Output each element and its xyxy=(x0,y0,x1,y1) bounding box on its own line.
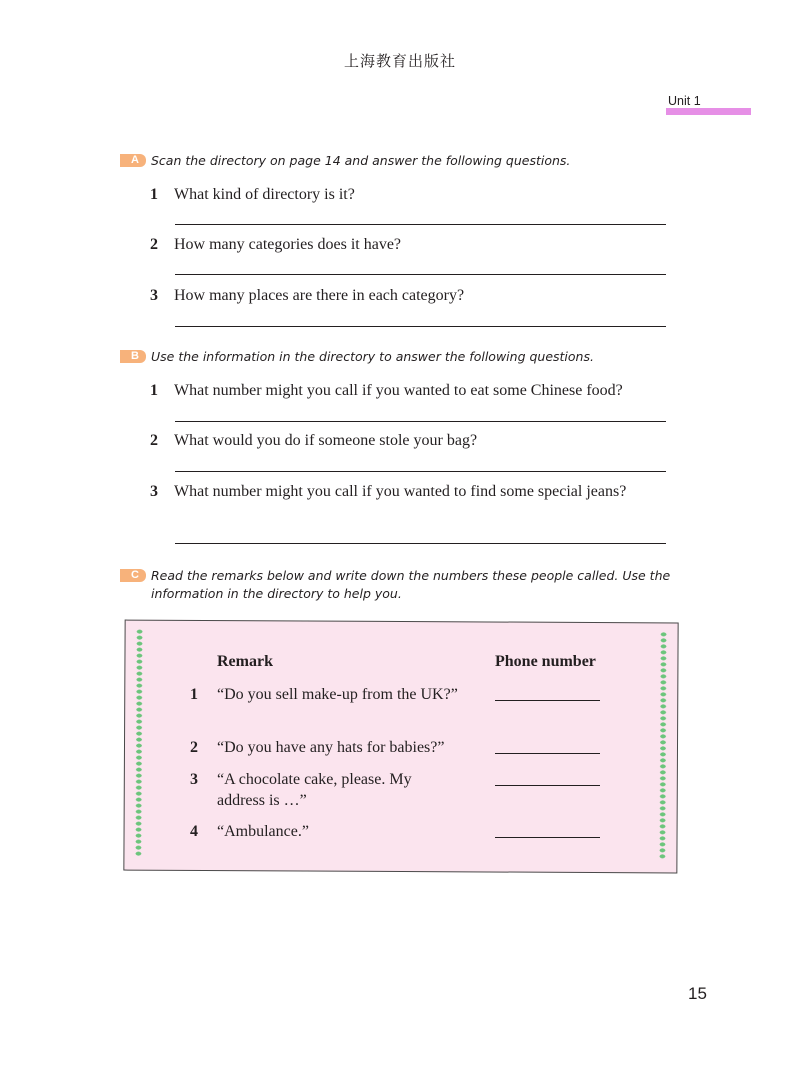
question-text: What kind of directory is it? xyxy=(174,186,355,203)
section-a-badge: A xyxy=(120,154,146,167)
unit-tab xyxy=(666,94,751,116)
row-remark: “A chocolate cake, please. My address is …” xyxy=(217,771,412,809)
row-remark: “Do you sell make-up from the UK?” xyxy=(217,686,458,703)
question-number: 3 xyxy=(150,483,158,500)
section-a-instruction: Scan the directory on page 14 and answer the following questions. xyxy=(151,153,571,168)
column-header-remark: Remark xyxy=(217,653,273,670)
question-text: What number might you call if you wanted to find some special jeans? xyxy=(174,483,627,500)
question-number: 1 xyxy=(150,382,158,399)
question-text: What number might you call if you wanted to eat some Chinese food? xyxy=(174,382,623,399)
question-number: 1 xyxy=(150,186,158,203)
phone-answer-line[interactable] xyxy=(495,837,600,838)
question-text: How many categories does it have? xyxy=(174,236,402,253)
phone-answer-line[interactable] xyxy=(495,753,600,754)
answer-line-a1[interactable] xyxy=(175,224,666,225)
row-number: 2 xyxy=(190,739,198,756)
section-c-heading xyxy=(120,567,680,603)
section-a-heading xyxy=(120,152,680,170)
question-text: How many places are there in each category? xyxy=(174,287,465,304)
answer-line-b2[interactable] xyxy=(175,471,666,472)
page-number: 15 xyxy=(688,984,707,1003)
publisher-name: 上海教育出版社 xyxy=(343,52,456,70)
vine-decoration-left xyxy=(134,629,143,857)
question-number: 3 xyxy=(150,287,158,304)
phone-answer-line[interactable] xyxy=(495,785,600,786)
question-number: 2 xyxy=(150,432,158,449)
unit-label: Unit 1 xyxy=(668,94,701,108)
section-b-heading xyxy=(120,348,680,366)
row-remark: “Do you have any hats for babies?” xyxy=(217,739,445,756)
section-c-instruction: Read the remarks below and write down the numbers these people called. Use the information in the directory to help you. xyxy=(151,568,671,601)
row-number: 4 xyxy=(190,823,198,840)
column-header-phone: Phone number xyxy=(495,653,596,670)
vine-decoration-right xyxy=(658,631,667,859)
unit-color-bar xyxy=(666,108,751,115)
phone-answer-line[interactable] xyxy=(495,700,600,701)
row-number: 3 xyxy=(190,771,198,788)
section-c-badge: C xyxy=(120,569,146,582)
answer-line-a3[interactable] xyxy=(175,326,666,327)
question-number: 2 xyxy=(150,236,158,253)
section-b-instruction: Use the information in the directory to answer the following questions. xyxy=(151,349,594,364)
answer-line-b3[interactable] xyxy=(175,543,666,544)
answer-line-b1[interactable] xyxy=(175,421,666,422)
row-number: 1 xyxy=(190,686,198,703)
row-remark: “Ambulance.” xyxy=(217,823,309,840)
question-text: What would you do if someone stole your bag? xyxy=(174,432,478,449)
answer-line-a2[interactable] xyxy=(175,274,666,275)
section-b-badge: B xyxy=(120,350,146,363)
